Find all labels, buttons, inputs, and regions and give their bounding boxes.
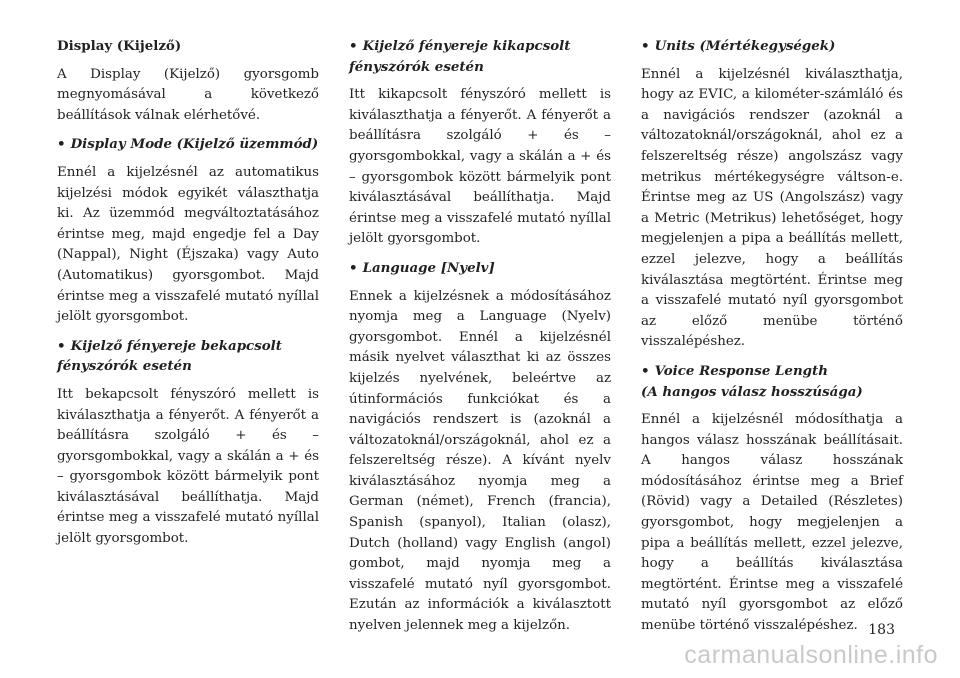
language-paragraph: Ennek a kijelzésnek a módosításához nyomja meg a Language (Nyelv) gyorsgombot. Ennél a kijelzésnél másik nyelvet választhat ki az összes kijelzés nyelvének, beleértve az útinformációs funkciókat és a navigációs rendszert is (azoknál a változatoknál/országoknál, ahol ez a felszereltség része). A kívánt nyelv kiválasztásához nyomja meg a German (német), French (francia), Spanish (spanyol), Italian (olasz), Dutch (holland) vagy English (angol) gombot, majd nyomja meg a visszafelé mutató nyíl gyorsgombot. Ezután az információk a kiválasztott nyelven jelennek meg a kijelzőn. — [349, 288, 611, 634]
column-right — [641, 36, 903, 645]
bullet-icon: • — [57, 337, 66, 354]
bullet-icon: • — [641, 362, 650, 379]
bullet-heading-voice — [641, 361, 903, 402]
brightness-off-paragraph: Itt kikapcsolt fényszóró mellett is kiválaszthatja a fényerőt. A fényerőt a beállításra szolgáló + és – gyorsgombokkal, vagy a skálán a + és – gyorsgombok között bármelyik pont kiválasztásával beállíthatja. Majd érintse meg a visszafelé mutató nyíllal jelölt gyorsgombot. — [349, 87, 611, 247]
bullet-heading-language — [349, 258, 611, 279]
bullet-icon: • — [349, 259, 358, 276]
watermark: carmanualsonline.info — [684, 641, 938, 669]
column-left — [57, 36, 319, 558]
voice-paragraph: Ennél a kijelzésnél módosíthatja a hangos válasz hosszának beállításait. A hangos válasz hosszának módosításához érintse meg a Brief (Rövid) vagy a Detailed (Részletes) gyorsgombot, hogy megjelenjen a pipa a beállítás mellett, ezzel jelezve, hogy a beállítás kiválasztása megtörtént. Érintse meg a visszafelé mutató nyíl gyorsgombot az előző menübe történő visszalépéshez. — [641, 412, 903, 634]
bullet-title-line2: fényszórók esetén — [57, 358, 192, 375]
bullet-heading-display-mode — [57, 134, 319, 155]
bullet-title: Language [Nyelv] — [362, 259, 495, 276]
bullet-icon: • — [349, 38, 358, 54]
units-paragraph: Ennél a kijelzésnél kiválaszthatja, hogy az EVIC, a kilométer-számláló és a navigációs rendszer (azoknál a változatoknál/országoknál, ahol ez a felszereltség része) angolszász vagy metrikus mértékegységre váltson-e. Érintse meg az US (Angolszász) vagy a Metric (Metrikus) lehetőséget, hogy megjelenjen a pipa a beállítás mellett, ezzel jelezve, hogy a beállítás kiválasztása megtörtént. Érintse meg a visszafelé mutató nyíl gyorsgombot az előző menübe történő visszalépéshez. — [641, 66, 903, 350]
bullet-title-line2: (A hangos válasz hosszúsága) — [641, 383, 863, 400]
bullet-title-line1: Voice Response Length — [654, 362, 828, 379]
bullet-title: Units (Mértékegységek) — [654, 38, 836, 54]
page-number: 183 — [868, 622, 895, 638]
display-mode-paragraph: Ennél a kijelzésnél az automatikus kijelzési módok egyikét választhatja ki. Az üzemmód megváltoztatásához érintse meg, majd engedje fel a Day (Nappal), Night (Éjszaka) vagy Auto (Automatikus) gyorsgombot. Majd érintse meg a visszafelé mutató nyíllal jelölt gyorsgombot. — [57, 164, 319, 325]
bullet-title-line2: fényszórók esetén — [349, 58, 484, 75]
intro-paragraph: A Display (Kijelző) gyorsgomb megnyomásával a következő beállítások válnak elérhetővé. — [57, 66, 319, 123]
bullet-icon: • — [57, 136, 66, 153]
bullet-icon: • — [641, 38, 650, 54]
column-middle — [349, 36, 611, 645]
bullet-heading-units — [641, 36, 903, 57]
bullet-title-line1: Kijelző fényereje kikapcsolt — [362, 38, 571, 54]
bullet-title: Display Mode (Kijelző üzemmód) — [70, 136, 319, 153]
bullet-heading-brightness-off — [349, 36, 611, 77]
bullet-title-line1: Kijelző fényereje bekapcsolt — [70, 337, 282, 354]
bullet-heading-brightness-on — [57, 336, 319, 377]
section-heading-display: Display (Kijelző) — [57, 38, 182, 54]
brightness-on-paragraph: Itt bekapcsolt fényszóró mellett is kiválaszthatja a fényerőt. A fényerőt a beállításra szolgáló + és – gyorsgombokkal, vagy a skálán a + és – gyorsgombok között bármelyik pont kiválasztásával beállíthatja. Majd érintse meg a visszafelé mutató nyíllal jelölt gyorsgombot. — [57, 386, 319, 547]
